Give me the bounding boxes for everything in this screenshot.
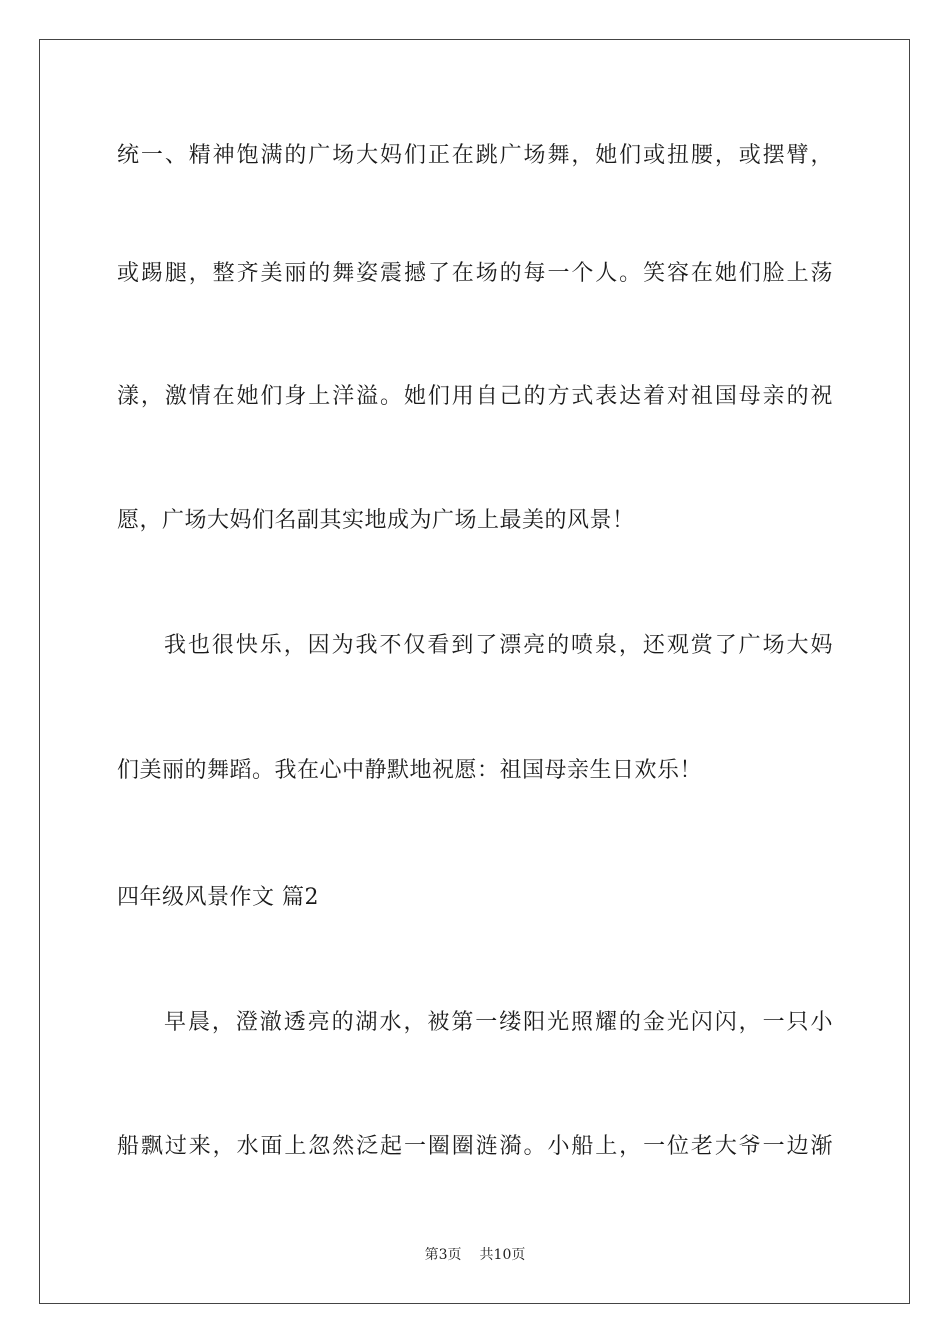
- body-line-2: 或踢腿，整齐美丽的舞姿震撼了在场的每一个人。笑容在她们脸上荡: [117, 261, 833, 286]
- page-border: [39, 39, 910, 1304]
- body-line-6: 们美丽的舞蹈。我在心中静默地祝愿：祖国母亲生日欢乐！: [117, 758, 703, 783]
- body-line-8: 船飘过来，水面上忽然泛起一圈圈涟漪。小船上，一位老大爷一边渐: [117, 1134, 833, 1159]
- page-total: 共10页: [479, 1247, 526, 1263]
- body-line-3: 漾，激情在她们身上洋溢。她们用自己的方式表达着对祖国母亲的祝: [117, 384, 833, 409]
- body-line-4: 愿，广场大妈们名副其实地成为广场上最美的风景！: [117, 508, 635, 533]
- body-line-7: 早晨，澄澈透亮的湖水，被第一缕阳光照耀的金光闪闪，一只小: [164, 1010, 833, 1035]
- page-footer: [0, 1245, 950, 1265]
- page-number: 第3页: [424, 1247, 462, 1263]
- body-line-1: 统一、精神饱满的广场大妈们正在跳广场舞，她们或扭腰，或摆臂，: [117, 143, 833, 168]
- section-heading: 四年级风景作文 篇2: [117, 885, 319, 910]
- body-line-5: 我也很快乐，因为我不仅看到了漂亮的喷泉，还观赏了广场大妈: [164, 633, 833, 658]
